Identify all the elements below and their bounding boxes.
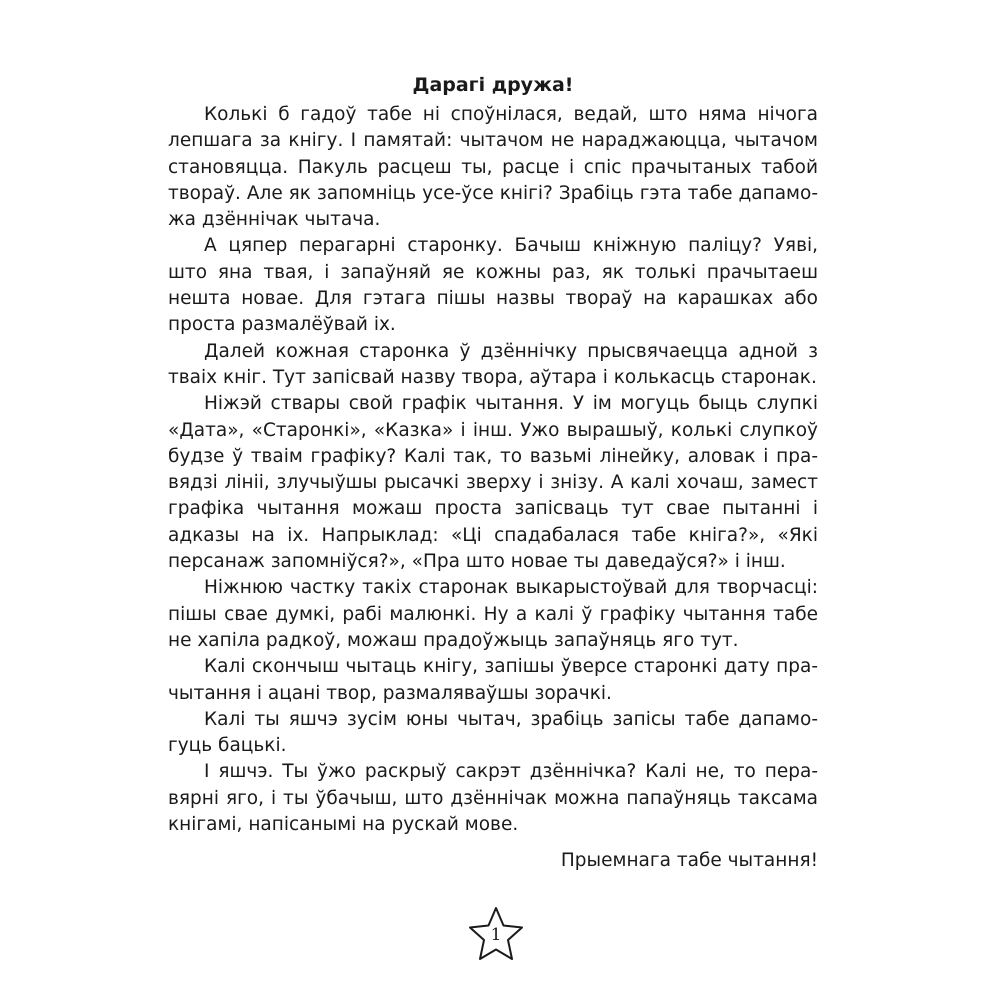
paragraph-finish-book: Калі скончыш чытаць кнігу, запішы ўверсе старонкі дату прачытання і ацані твор, размаляваўшы зорачкі. bbox=[168, 656, 818, 704]
page-number: 1 bbox=[490, 925, 502, 945]
paragraph-reading-chart: Ніжэй ствары свой графік чытання. У ім могуць быць слупкі «Дата», «Старонкі», «Казка» і інш. Ужо вырашыў, колькі слупкоў будзе ў тваім графіку? Калі так, то вазьмі лінейку, аловак і правядзі лініі, злучыўшы рысачкі зверху і знізу. А калі хочаш, замест графіка чытання можаш проста запісваць тут свае пытанні і адказы на іх. Напрыклад: «Ці спадабалася табе кніга?», «Які персанаж запомніўся?», «Пра што новае ты даведаўся?» і інш. bbox=[168, 393, 818, 573]
document-page bbox=[168, 72, 818, 874]
paragraph-young-reader: Калі ты яшчэ зусім юны чытач, зрабіць запісы табе дапамогуць бацькі. bbox=[168, 708, 818, 757]
closing-wish: Прыемнага табе чытання! bbox=[560, 850, 818, 872]
paragraph-creativity: Ніжнюю частку такіх старонак выкарыстоўвай для творчасці: пішы свае думкі, рабі малюнкі. Ну а калі ў графіку чытання табе не хапіла радкоў, можаш прадоўжыць запаўняць яго тут. bbox=[168, 577, 818, 651]
paragraph-secret: І яшчэ. Ты ўжо раскрыў сакрэт дзённічка? Калі не, то перавярні яго, і ты ўбачыш, што дзённічак можна папаўняць таксама кнігамі, напісанымі на рускай мове. bbox=[168, 761, 818, 836]
paragraph-bookshelf: А цяпер перагарні старонку. Бачыш кніжную паліцу? Уяві, што яна твая, і запаўняй яе кожны раз, як толькі прачытаеш нешта новае. Для гэтага пішы назвы твораў на карашках або проста размалёўвай іх. bbox=[168, 235, 818, 336]
page-number-badge bbox=[466, 905, 526, 963]
paragraph-book-pages: Далей кожная старонка ў дзённічку прысвячаецца адной з тваіх кніг. Тут запісвай назву твора, аўтара і колькасць старонак. bbox=[168, 340, 818, 388]
page-title: Дарагі дружа! bbox=[412, 74, 574, 96]
paragraph-intro: Колькі б гадоў табе ні споўнілася, ведай, што няма нічога лепшага за кнігу. І памятай: чытачом не нараджаюцца, чытачом становяцца. Пакуль расцеш ты, расце і спіс прачытаных табой твораў. Але як запомніць усе-ўсе кнігі? Зрабіць гэта табе дапаможа дзённічак чытача. bbox=[168, 104, 818, 231]
